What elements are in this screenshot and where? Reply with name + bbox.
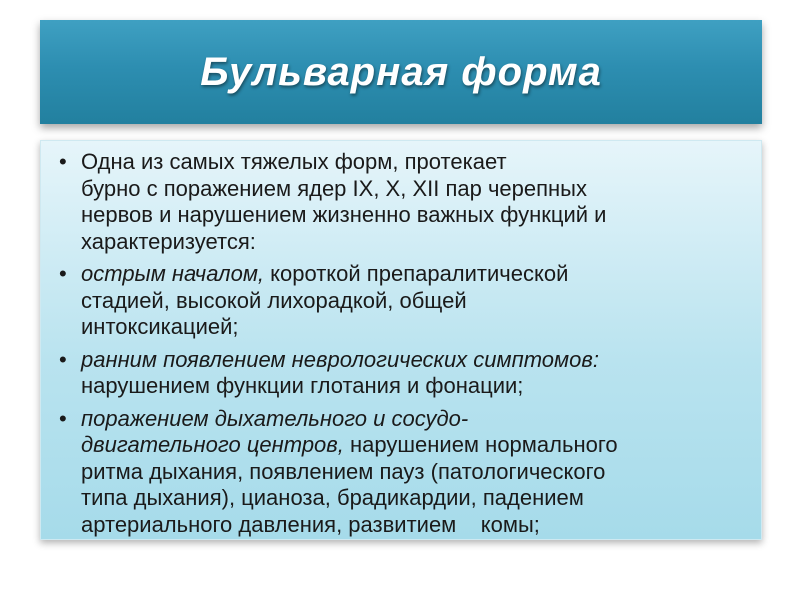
bullet-item-centers: [59, 406, 751, 539]
neuro-line-2: нарушением функции глотания и фонации;: [81, 373, 524, 398]
centers-line-3: ритма дыхания, появлением пауз (патологического: [81, 458, 606, 484]
onset-rest: короткой препаралитической: [264, 261, 569, 286]
bullet-dot-icon: •: [59, 405, 67, 431]
bullet-list: [41, 141, 761, 538]
bullet-dot-icon: •: [59, 346, 67, 372]
content-box: [40, 140, 762, 540]
overview-line-4: характеризуется:: [81, 228, 256, 254]
onset-italic: острым началом,: [81, 261, 265, 286]
onset-line-2: стадией, высокой лихорадкой, общей: [81, 287, 467, 313]
bullet-item-overview: [59, 149, 751, 255]
slide-title: Бульварная форма: [200, 49, 602, 94]
centers-line-4: типа дыхания), цианоза, брадикардии, падением: [81, 485, 584, 510]
neuro-italic: ранним появлением неврологических симптомов:: [81, 346, 599, 372]
bullet-item-neuro: [59, 347, 751, 400]
overview-line-3: нервов и нарушением жизненно важных функций и: [81, 202, 607, 227]
bullet-dot-icon: •: [59, 149, 67, 174]
onset-line-3: интоксикацией;: [81, 314, 239, 339]
title-banner: [40, 20, 762, 124]
bullet-item-onset: [59, 261, 751, 341]
centers-line-5: артериального давления, развитием комы;: [81, 511, 540, 537]
centers-italic-2: двигательного центров,: [81, 432, 344, 457]
centers-rest: нарушением нормального: [343, 432, 618, 457]
centers-italic-1: поражением дыхательного и сосудо-: [81, 405, 469, 431]
overview-line-2: бурно с поражением ядер IX, X, XII пар черепных: [81, 175, 587, 201]
overview-line-1: Одна из самых тяжелых форм, протекает: [81, 149, 507, 174]
bullet-dot-icon: •: [59, 261, 67, 286]
